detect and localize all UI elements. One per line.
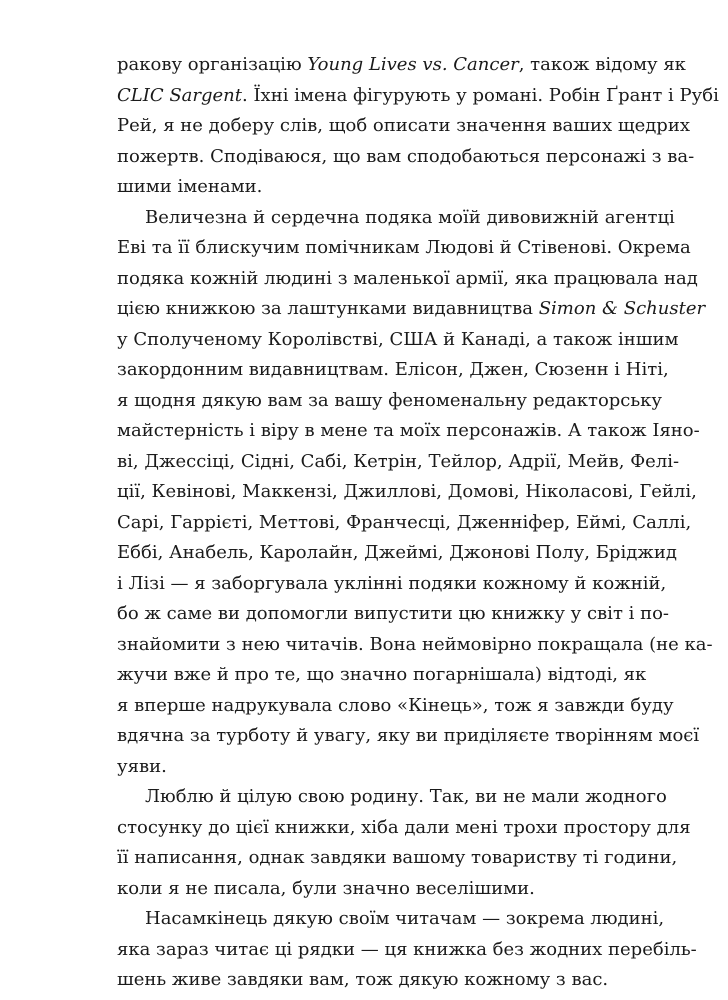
text-line xyxy=(117,416,700,447)
text-line xyxy=(117,325,679,356)
text-run: Рей, я не доберу слів, щоб описати значення ваших щедрих xyxy=(117,115,690,136)
text-line xyxy=(117,691,674,722)
paragraph xyxy=(117,50,719,203)
text-run: Люблю й цілую свою родину. Так, ви не мали жодного xyxy=(145,786,667,807)
text-line xyxy=(117,874,612,905)
text-run: ції, Кевінові, Маккензі, Джиллові, Домові, Ніколасові, Гейлі, xyxy=(117,481,697,502)
text-run: Величезна й сердечна подяка моїй дивовижній агентці xyxy=(145,206,675,228)
text-run: яка зараз читає ці рядки — ця книжка без жодних перебіль- xyxy=(117,938,697,960)
text-run: пожертв. Сподіваюся, що вам сподобаються персонажі з ва- xyxy=(117,145,695,167)
text-line xyxy=(117,294,706,325)
italic-text: Young Lives vs. Cancer xyxy=(307,54,519,75)
paragraph xyxy=(117,203,713,783)
text-line xyxy=(117,752,612,783)
text-line xyxy=(117,904,665,935)
text-run: стосунку до цієї книжки, хіба дали мені трохи простору для xyxy=(117,816,691,838)
text-line xyxy=(117,935,697,966)
text-run: я щодня дякую вам за вашу феноменальну редакторську xyxy=(117,389,663,411)
text-run: жучи вже й про те, що значно погарнішала) відтоді, як xyxy=(117,664,647,685)
text-run: її написання, однак завдяки вашому товариству ті години, xyxy=(117,847,678,868)
text-line xyxy=(117,172,612,203)
italic-text: CLIC Sargent xyxy=(117,84,242,106)
text-run: шень живе завдяки вам, тож дякую кожному з вас. xyxy=(117,969,609,990)
text-run: коли я не писала, були значно веселішими. xyxy=(117,877,535,899)
text-line xyxy=(117,81,719,112)
text-run: я вперше надрукувала слово «Кінець», тож я завжди буду xyxy=(117,694,674,716)
text-line xyxy=(117,233,691,264)
italic-text: Simon & Schuster xyxy=(538,298,706,319)
text-line xyxy=(117,508,692,539)
text-line xyxy=(117,965,612,996)
text-run: закордонним видавництвам. Елісон, Джен, Сюзенн і Ніті, xyxy=(117,359,669,380)
text-run: бо ж саме ви допомогли випустити цю книжку у світ і по- xyxy=(117,603,670,624)
text-line xyxy=(117,721,700,752)
text-line xyxy=(117,142,695,173)
text-run: Еві та її блискучим помічникам Людові й Стівенові. Окрема xyxy=(117,237,691,258)
text-run: уяви. xyxy=(117,755,167,777)
book-page xyxy=(117,50,719,996)
text-line xyxy=(117,813,691,844)
text-run: у Сполученому Королівстві, США й Канаді, а також іншим xyxy=(117,328,679,350)
text-run: Насамкінець дякую своїм читачам — зокрема людині, xyxy=(145,908,665,929)
text-run: і Лізі — я заборгувала уклінні подяки кожному й кожній, xyxy=(117,572,667,594)
text-run: Еббі, Анабель, Каролайн, Джеймі, Джонові Полу, Бріджид xyxy=(117,542,677,563)
text-line xyxy=(117,111,690,142)
text-run: вдячна за турботу й увагу, яку ви приділяєте творінням моєї xyxy=(117,725,700,746)
text-line xyxy=(117,477,697,508)
text-line xyxy=(117,843,678,874)
text-run: , також відому як xyxy=(518,54,686,75)
text-line xyxy=(117,264,698,295)
paragraph xyxy=(117,904,697,996)
text-line xyxy=(117,386,663,417)
text-line xyxy=(117,630,713,661)
text-run: шими іменами. xyxy=(117,176,263,197)
text-run: Сарі, Гаррієті, Меттові, Франчесці, Дженніфер, Еймі, Саллі, xyxy=(117,511,692,533)
text-run: цією книжкою за лаштунками видавництва xyxy=(117,298,539,319)
text-line xyxy=(117,355,669,386)
text-line xyxy=(117,660,647,691)
text-run: ракову організацію xyxy=(117,54,308,75)
text-run: майстерність і віру в мене та моїх персонажів. А також Іяно- xyxy=(117,420,700,441)
text-line xyxy=(117,203,675,234)
text-line xyxy=(117,782,667,813)
text-run: . Їхні імена фігурують у романі. Робін Ґрант і Рубі xyxy=(242,84,719,106)
text-run: ві, Джессіці, Сідні, Сабі, Кетрін, Тейлор, Адрії, Мейв, Фелі- xyxy=(117,450,680,472)
text-line xyxy=(117,50,686,81)
text-line xyxy=(117,599,670,630)
text-run: знайомити з нею читачів. Вона неймовірно покращала (не ка- xyxy=(117,633,713,655)
text-line xyxy=(117,447,680,478)
text-run: подяка кожній людині з маленької армії, яка працювала над xyxy=(117,267,698,289)
text-line xyxy=(117,569,667,600)
text-line xyxy=(117,538,677,569)
paragraph xyxy=(117,782,691,904)
